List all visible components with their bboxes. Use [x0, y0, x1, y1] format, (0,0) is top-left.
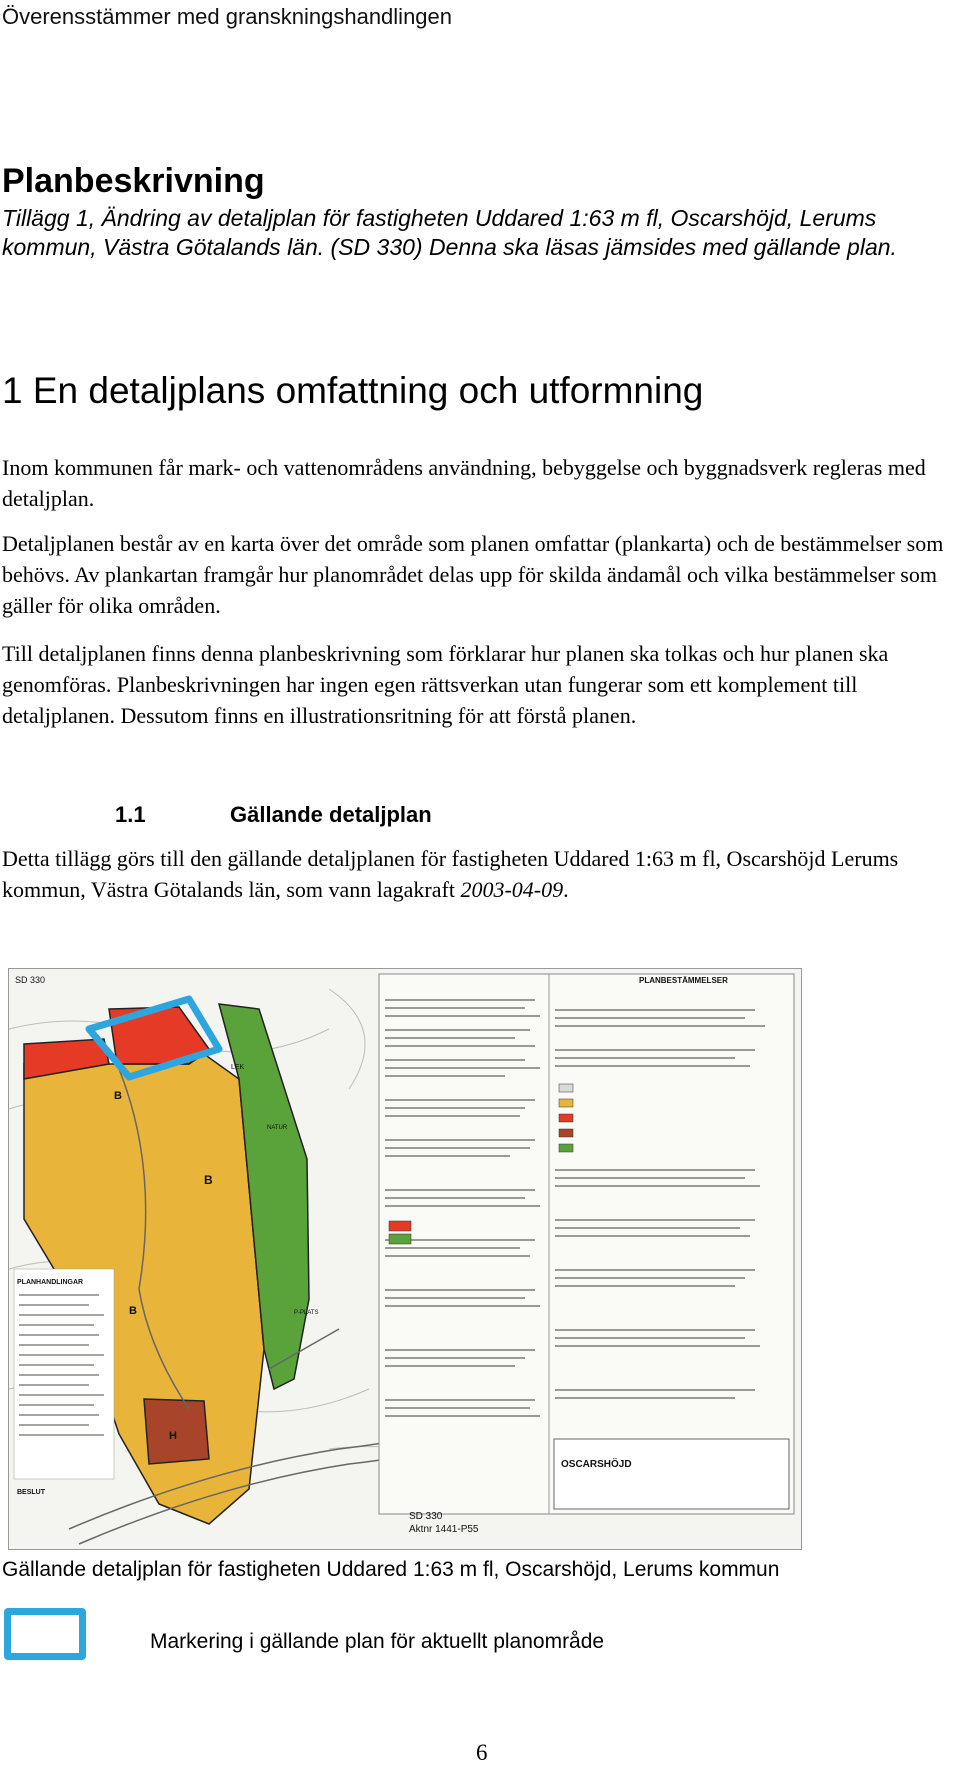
legend-swatch-residential: [559, 1099, 573, 1107]
map-caption: Gällande detaljplan för fastigheten Uddared 1:63 m fl, Oscarshöjd, Lerums kommun: [2, 1558, 780, 1581]
paragraph-3: Till detaljplanen finns denna planbeskrivning som förklarar hur planen ska tolkas och hur planen ska genomföras. Planbeskrivningen har ingen egen rättsverkan utan fungerar som ett komplement till detaljplanen. Dessutom finns en illustrationsritning för att förstå planen.: [2, 641, 889, 728]
paragraph-gallande-detaljplan: [2, 843, 957, 905]
legend-swatch-red: [559, 1114, 573, 1122]
map-drawing: [9, 969, 801, 1549]
map-label-planhandlingar: PLANHANDLINGAR: [17, 1279, 84, 1286]
map-label-beslut: BESLUT: [17, 1489, 45, 1496]
map-label-b1: B: [114, 1090, 122, 1102]
map-label-sd: SD 330: [15, 975, 46, 985]
page-number: 6: [476, 1740, 488, 1765]
paragraph-2: Detaljplanen består av en karta över det område som planen omfattar (plankarta) och de bestämmelser som behövs. Av plankartan framgår hur planområdet delas upp för skilda ändamål och vilka bestämmelser som gäller för olika områden.: [2, 531, 944, 618]
header-note: Överensstämmer med granskningshandlingen: [2, 4, 453, 29]
paragraph-text: Detta tillägg görs till den gällande detaljplanen för fastigheten Uddared 1:63 m fl, Oscarshöjd Lerums kommun, Västra Götalands län, som vann lagakraft: [2, 846, 899, 902]
legend-text: Markering i gällande plan för aktuellt planområde: [150, 1630, 605, 1653]
map-label-planbestammelser: PLANBESTÄMMELSER: [639, 976, 728, 985]
map-label-b2: B: [204, 1173, 213, 1187]
detail-plan-map: [8, 968, 802, 1550]
paragraph-end: .: [563, 877, 569, 902]
map-label-natur: NATUR: [267, 1125, 288, 1131]
document-subtitle: Tillägg 1, Ändring av detaljplan för fastigheten Uddared 1:63 m fl, Oscarshöjd, Lerums kommun, Västra Götalands län. (SD 330) Denna ska läsas jämsides med gällande plan.: [2, 205, 897, 260]
map-label-lek: LEK: [231, 1064, 245, 1071]
map-label-aktnr: Aktnr 1441-P55: [409, 1524, 479, 1535]
map-label-b3: B: [129, 1305, 137, 1317]
plan-legend-panel: [379, 974, 794, 1514]
map-label-h: H: [169, 1430, 177, 1442]
subsection-title: Gällande detaljplan: [230, 802, 432, 827]
subsection-number: 1.1: [115, 802, 146, 827]
map-label-oscarshojd: OSCARSHÖJD: [561, 1459, 632, 1470]
paragraph-1: Inom kommunen får mark- och vattenområdens användning, bebyggelse och byggnadsverk regleras med detaljplan.: [2, 455, 926, 511]
section-heading: 1 En detaljplans omfattning och utformning: [2, 370, 704, 411]
map-label-sd-bottom: SD 330: [409, 1511, 443, 1522]
lagakraft-date: 2003-04-09: [460, 877, 564, 902]
legend-swatch-green: [559, 1144, 573, 1152]
map-label-p-plats: P-PLATS: [294, 1310, 319, 1316]
document-title: Planbeskrivning: [2, 162, 265, 200]
legend-marker-icon: [4, 1608, 86, 1660]
legend-swatch-brown: [559, 1129, 573, 1137]
legend-swatch-1: [559, 1084, 573, 1092]
legend-swatch-green-2: [389, 1234, 411, 1244]
title-block: [554, 1439, 789, 1509]
legend-swatch-red-2: [389, 1221, 411, 1231]
